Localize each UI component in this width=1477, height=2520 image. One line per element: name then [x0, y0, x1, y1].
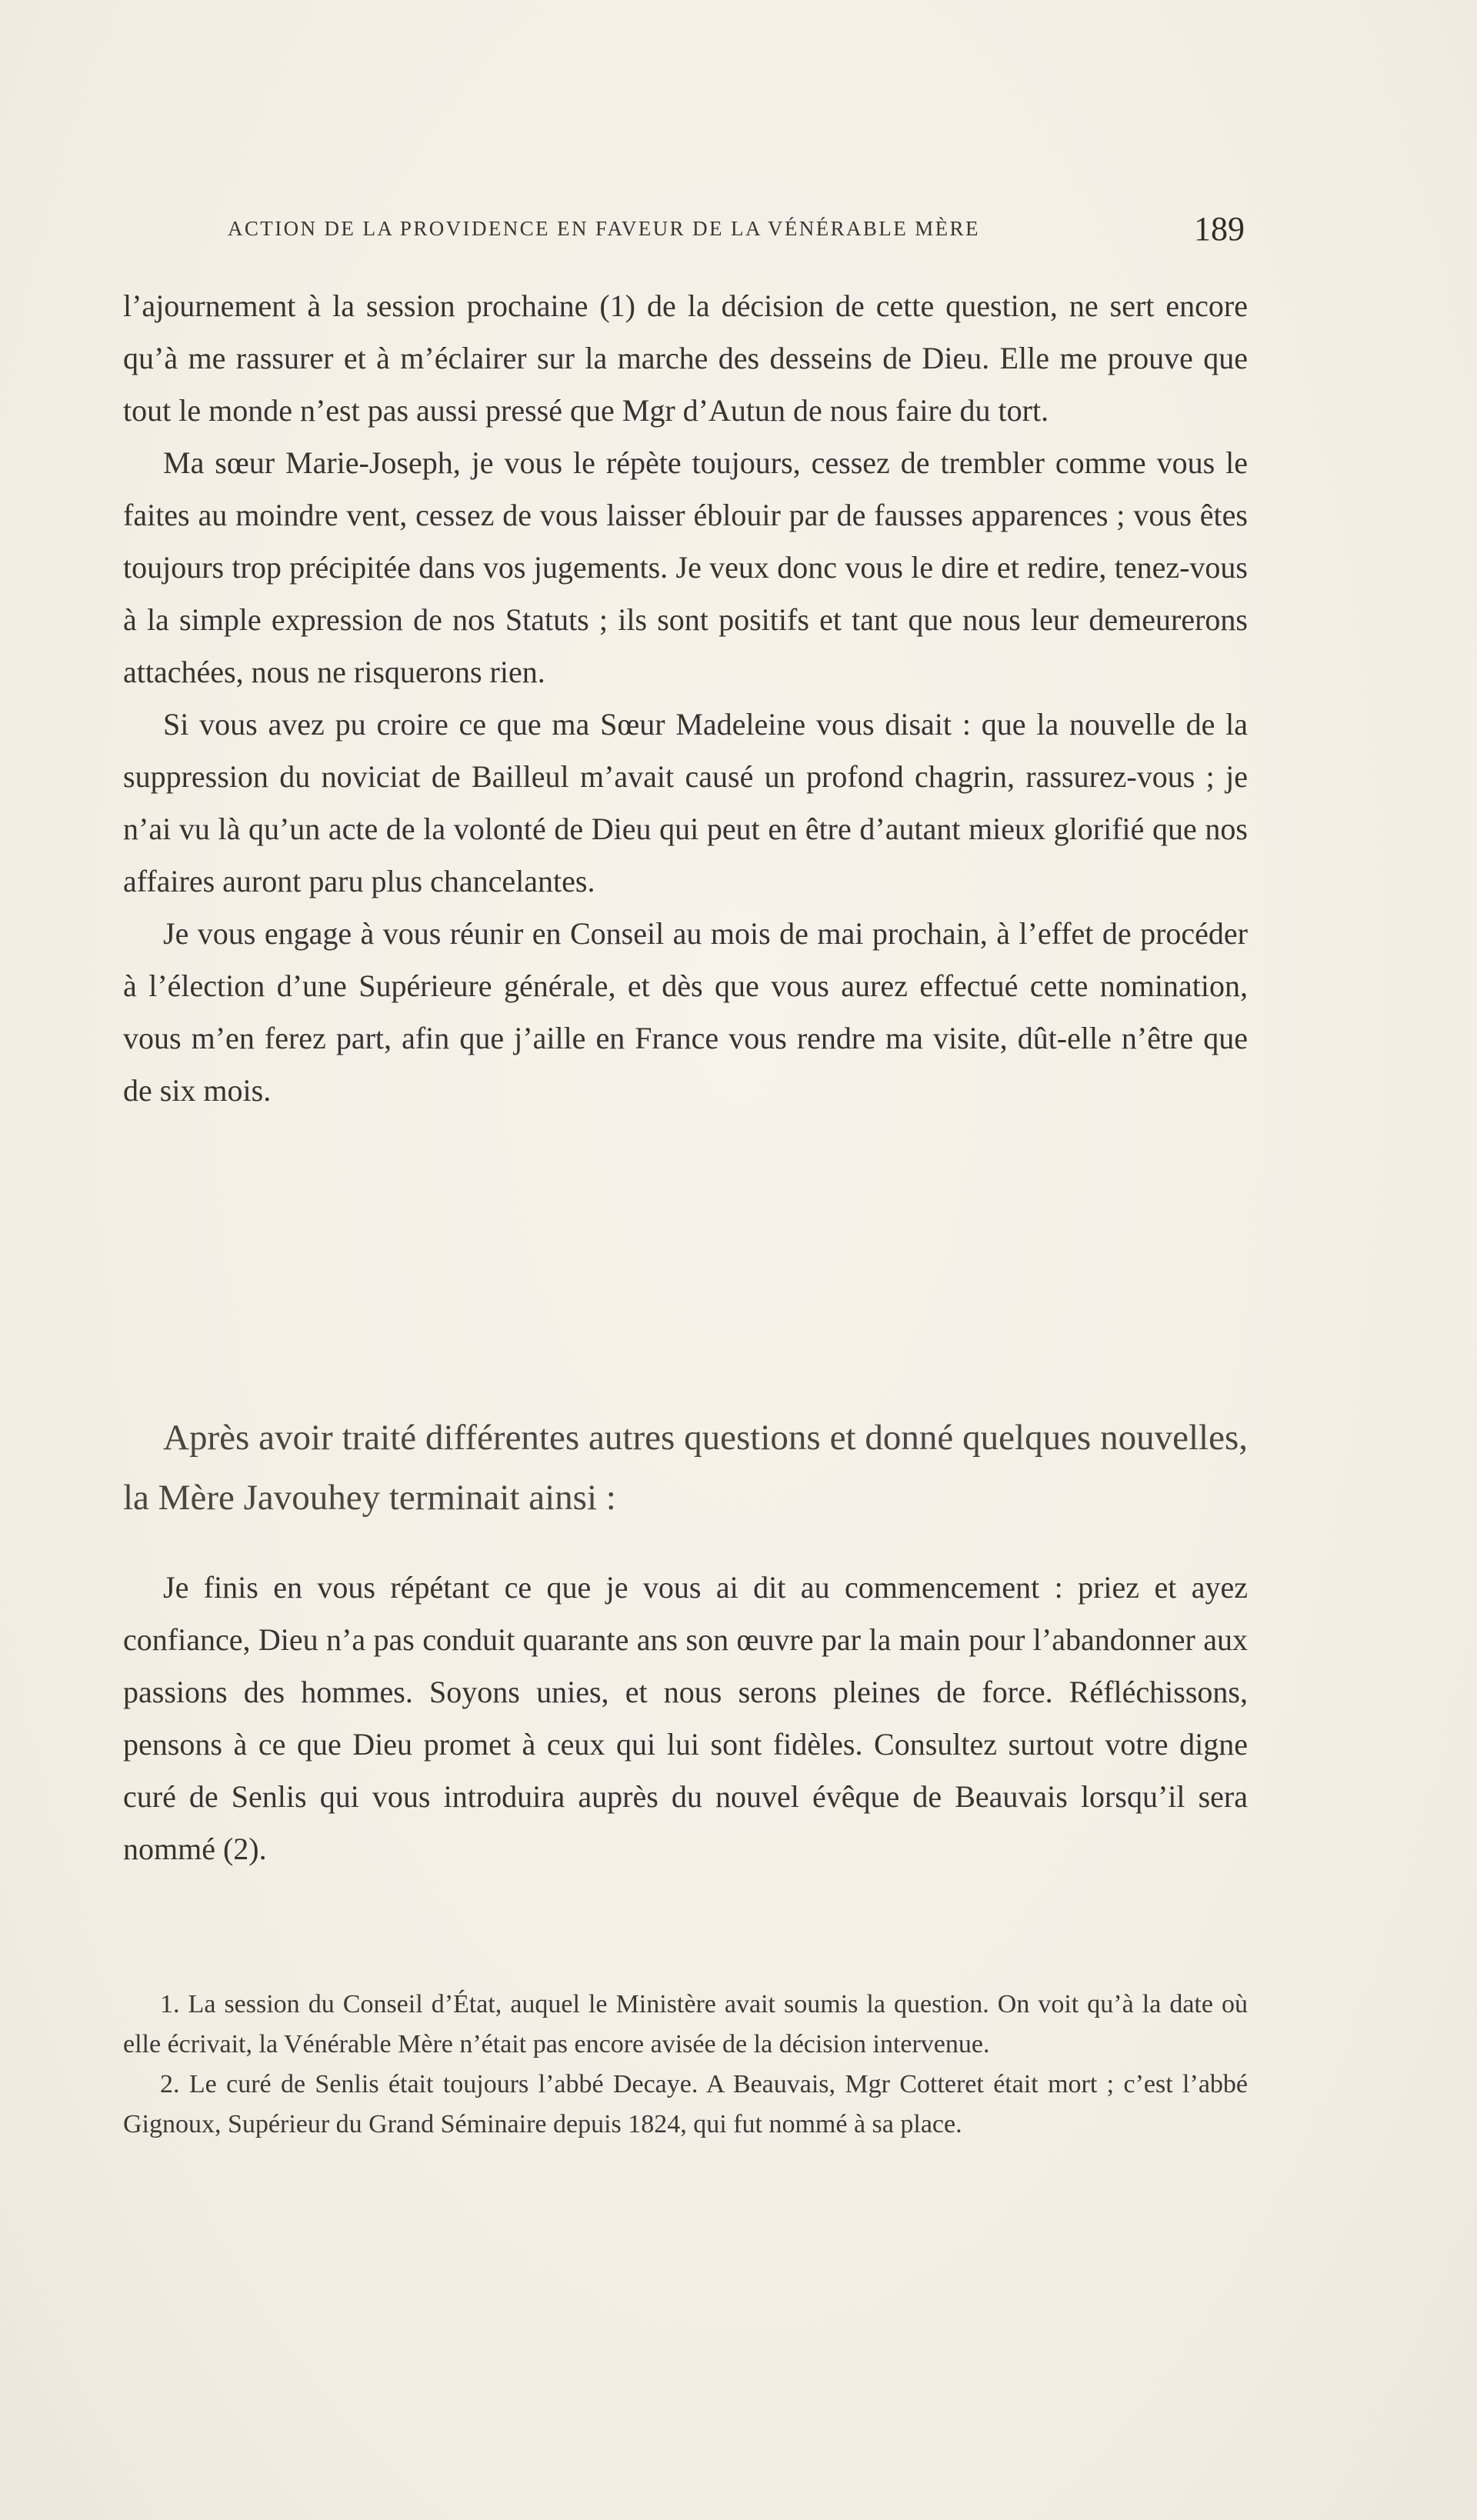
page-number: 189: [1194, 210, 1245, 248]
running-head: [228, 212, 1245, 251]
footnote-number: 2.: [160, 2070, 180, 2098]
letter-paragraph: Si vous avez pu croire ce que ma Sœur Madeleine vous disait : que la nouvelle de la suppression du noviciat de Bailleul m’avait causé un profond chagrin, rassurez-vous ; je n’ai vu là qu’un acte de la volonté de Dieu qui peut en être d’autant mieux glorifié que nos affaires auront paru plus chancelantes.: [123, 707, 1248, 898]
letter-paragraph: Ma sœur Marie-Joseph, je vous le répète toujours, cessez de trembler comme vous le faites au moindre vent, cessez de vous laisser éblouir par de fausses apparences ; vous êtes toujours trop précipitée dans vos jugements. Je veux donc vous le dire et redire, tenez-vous à la simple expression de nos Statuts ; ils sont positifs et tant que nous leur demeurerons attachées, nous ne risquerons rien.: [123, 445, 1248, 689]
footnote-text: Le curé de Senlis était toujours l’abbé Decaye. A Beauvais, Mgr Cotteret était mort ; c’est l’abbé Gignoux, Supérieur du Grand Séminaire depuis 1824, qui fut nommé à sa place.: [123, 2070, 1249, 2138]
footnote: [123, 2065, 1248, 2145]
letter-paragraph: Je vous engage à vous réunir en Conseil au mois de mai prochain, à l’effet de procéder à l’élection d’une Supérieure générale, et dès que vous aurez effectué cette nomination, vous m’en ferez part, afin que j’aille en France vous rendre ma visite, dût-elle n’être que de six mois.: [123, 916, 1248, 1108]
narrative-intro: Après avoir traité différentes autres questions et donné quelques nouvelles, la Mère Javouhey terminait ainsi :: [123, 1418, 1248, 1518]
footnote-number: 1.: [160, 1990, 180, 2018]
letter-closing: [123, 1562, 1248, 1875]
letter-excerpt: [123, 280, 1248, 1117]
running-title: ACTION DE LA PROVIDENCE EN FAVEUR DE LA VÉNÉRABLE MÈRE: [228, 217, 980, 240]
footnote: [123, 1985, 1248, 2065]
closing-paragraph: Je finis en vous répétant ce que je vous ai dit au commencement : priez et ayez confiance, Dieu n’a pas conduit quarante ans son œuvre par la main pour l’abandonner aux passions des hommes. Soyons unies, et nous serons pleines de force. Réfléchissons, pensons à ce que Dieu promet à ceux qui lui sont fidèles. Consultez surtout votre digne curé de Senlis qui vous introduira auprès du nouvel évêque de Beauvais lorsqu’il sera nommé (2).: [123, 1570, 1248, 1866]
footnote-text: La session du Conseil d’État, auquel le Ministère avait soumis la question. On voit qu’à la date où elle écrivait, la Vénérable Mère n’était pas encore avisée de la décision intervenue.: [123, 1990, 1249, 2058]
letter-paragraph: l’ajournement à la session prochaine (1) de la décision de cette question, ne sert encore qu’à me rassurer et à m’éclairer sur la marche des desseins de Dieu. Elle me prouve que tout le monde n’est pas aussi pressé que Mgr d’Autun de nous faire du tort.: [123, 288, 1248, 428]
footnotes: [123, 1985, 1248, 2145]
